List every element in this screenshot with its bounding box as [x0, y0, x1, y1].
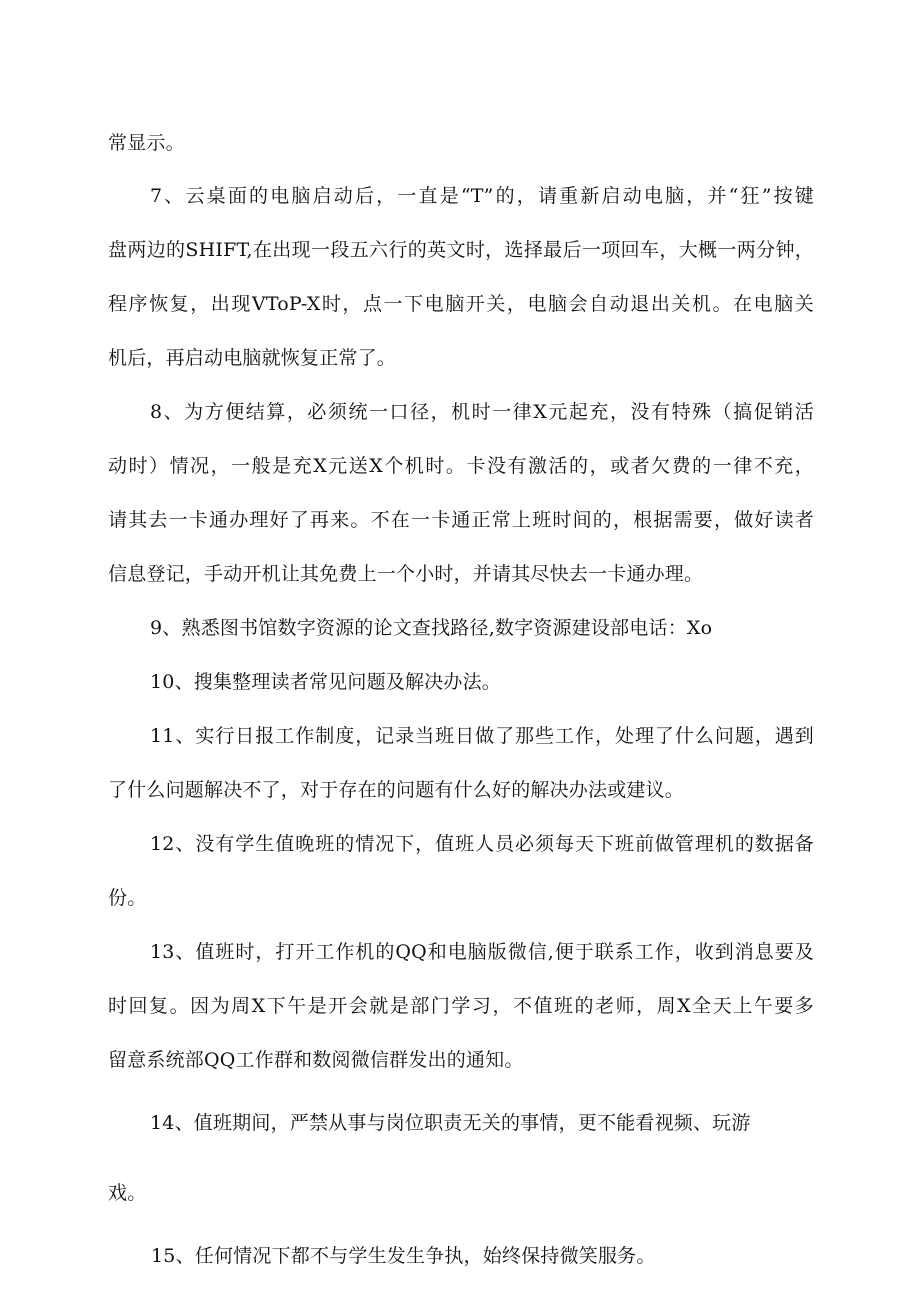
text-line-9: 信息登记，手动开机让其免费上一个小时，并请其尽快去一卡通办理。 [108, 563, 704, 585]
text-line-13: 了什么问题解决不了，对于存在的问题有什么好的解决办法或建议。 [108, 779, 685, 801]
text-line-20: 戏。 [108, 1182, 147, 1204]
text-line-17: 时回复。因为周X下午是开会就是部门学习，不值班的老师，周X全天上午要多 [108, 995, 814, 1017]
text-line-7: 动时）情况，一般是充X元送X个机时。卡没有激活的，或者欠费的一律不充， [108, 455, 814, 477]
text-line-15: 份。 [108, 887, 147, 909]
text-line-14: 12、没有学生值晚班的情况下，值班人员必须每天下班前做管理机的数据备 [150, 833, 814, 855]
text-line-1: 常显示。 [108, 132, 185, 154]
text-line-5: 机后，再启动电脑就恢复正常了。 [108, 347, 397, 369]
text-line-11: 10、搜集整理读者常见问题及解决办法。 [150, 671, 501, 693]
text-line-2: 7、云桌面的电脑启动后，一直是“T”的，请重新启动电脑，并“狂”按键 [150, 185, 814, 207]
text-line-21: 15、任何情况下都不与学生发生争执，始终保持微笑服务。 [151, 1245, 656, 1267]
text-line-19: 14、值班期间，严禁从事与岗位职责无关的事情，更不能看视频、玩游 [150, 1112, 751, 1134]
text-line-4: 程序恢复，出现VToP-X时，点一下电脑开关，电脑会自动退出关机。在电脑关 [108, 293, 814, 315]
text-line-3: 盘两边的SHIFT,在出现一段五六行的英文时，选择最后一项回车，大概一两分钟， [108, 239, 814, 261]
text-line-6: 8、为方便结算，必须统一口径，机时一律X元起充，没有特殊（搞促销活 [150, 401, 814, 423]
text-line-12: 11、实行日报工作制度，记录当班日做了那些工作，处理了什么问题，遇到 [150, 725, 814, 747]
text-line-16: 13、值班时，打开工作机的QQ和电脑版微信,便于联系工作，收到消息要及 [150, 941, 814, 963]
text-line-8: 请其去一卡通办理好了再来。不在一卡通正常上班时间的，根据需要，做好读者 [108, 509, 814, 531]
text-line-18: 留意系统部QQ工作群和数阅微信群发出的通知。 [108, 1049, 524, 1071]
text-line-10: 9、熟悉图书馆数字资源的论文查找路径,数字资源建设部电话：Xo [150, 617, 713, 639]
